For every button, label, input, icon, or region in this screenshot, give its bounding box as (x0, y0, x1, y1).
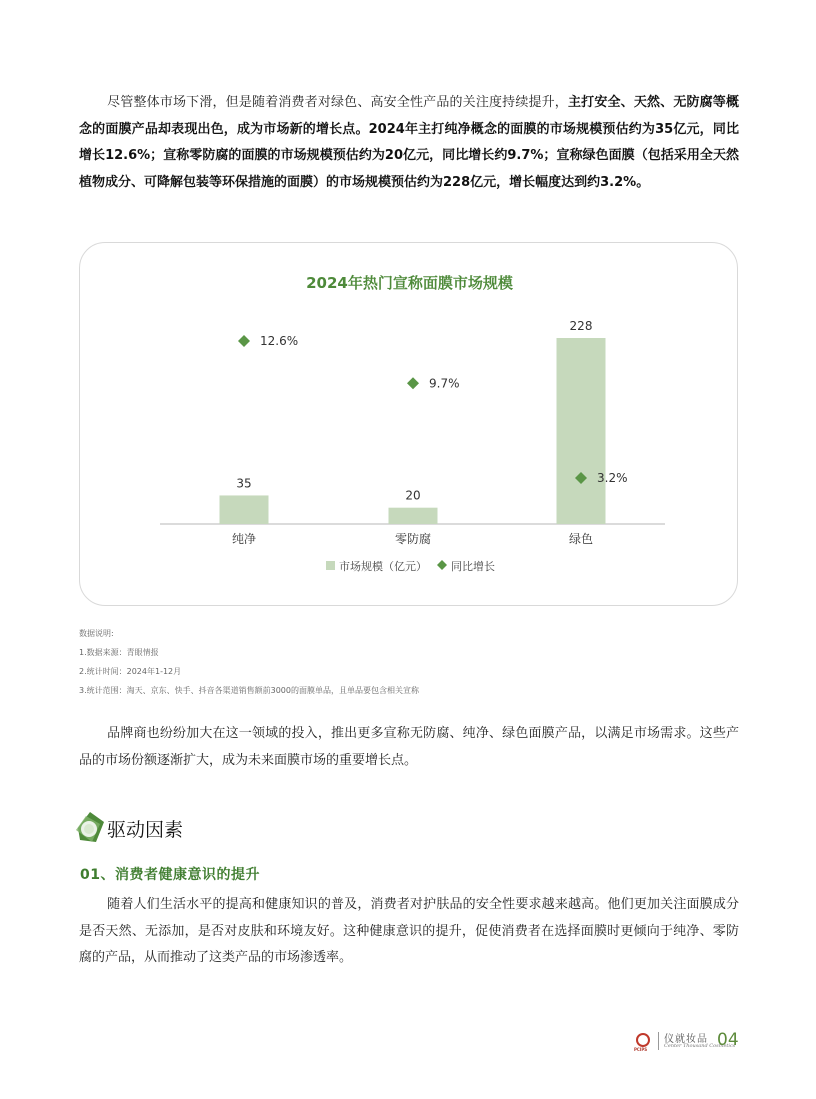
category-label: 纯净 (231, 532, 257, 546)
growth-value-label: 12.6% (260, 334, 299, 348)
brand-name-en: Center Thousand Cosmetics (664, 1043, 736, 1049)
bar-value-label: 20 (405, 488, 421, 503)
chart-title: 2024年热门宣称面膜市场规模 (306, 274, 513, 292)
bar-value-label: 228 (569, 319, 593, 333)
legend-growth-label: 同比增长 (451, 560, 495, 573)
growth-marker-1 (407, 377, 419, 389)
brand-paragraph (79, 721, 739, 774)
growth-value-label: 3.2% (597, 471, 628, 485)
health-text: 随着人们生活水平的提高和健康知识的普及，消费者对护肤品的安全性要求越来越高。他们更加关注面膜成分是否天然、无添加，是否对皮肤和环境友好。这种健康意识的提升，促使消费者在选择面膜时更倾向于纯净、零防腐的产品，从而推动了这类产品的市场渗透率。 (79, 897, 739, 965)
category-label: 零防腐 (394, 532, 432, 546)
brand-logo-icon (636, 1033, 650, 1047)
data-notes (79, 624, 419, 700)
legend-diamond-icon (437, 560, 447, 570)
brand-logo-text: PCIPS (634, 1047, 648, 1052)
health-paragraph (79, 892, 739, 972)
bar-1 (389, 508, 438, 524)
notes-heading: 数据说明: (79, 629, 114, 638)
growth-value-label: 9.7% (429, 376, 460, 391)
market-size-chart (80, 243, 739, 607)
intro-bold-text: 主打安全、天然、无防腐等概念的面膜产品却表现出色，成为市场新的增长点。2024年主打纯净概念的面膜的市场规模预估约为35亿元，同比增长12.6%；宣称零防腐的面膜的市场规模预估约为20亿元，同比增长约9.7%；宣称绿色面膜（包括采用全天然植物成分、可降解包装等环保措施的面膜）的市场规模预估约为228亿元，增长幅度达到约3.2%。 (79, 95, 739, 190)
chart-legend (326, 559, 495, 573)
brand-name: 仪就妆品 (664, 1034, 708, 1045)
footer-divider (658, 1032, 659, 1050)
bar-0 (220, 495, 269, 524)
page-footer (636, 1030, 746, 1056)
bar-2 (557, 338, 606, 524)
brand-text: 品牌商也纷纷加大在这一领域的投入，推出更多宣称无防腐、纯净、绿色面膜产品，以满足市场需求。这些产品的市场份额逐渐扩大，成为未来面膜市场的重要增长点。 (79, 726, 739, 768)
intro-text: 尽管整体市场下滑，但是随着消费者对绿色、高安全性产品的关注度持续提升， (107, 95, 568, 110)
notes-item: 1.数据来源：青眼情报 (79, 648, 159, 657)
page-number: 04 (717, 1030, 739, 1050)
section-title: 驱动因素 (107, 819, 184, 841)
legend-bar-swatch (326, 561, 335, 570)
intro-paragraph (79, 90, 739, 196)
legend-bar-label: 市场规模（亿元） (339, 560, 427, 573)
subsection-title: 01、消费者健康意识的提升 (80, 867, 260, 883)
notes-item: 2.统计时间：2024年1-12月 (79, 667, 182, 676)
category-label: 绿色 (568, 532, 594, 546)
chart-card (79, 242, 738, 606)
leaf-circle-icon (70, 808, 110, 848)
bar-value-label: 35 (236, 476, 252, 491)
notes-item: 3.统计范围：淘天、京东、快手、抖音各渠道销售额前3000的面膜单品，且单品要包含相关宣称 (79, 686, 419, 695)
growth-marker-0 (238, 335, 250, 347)
